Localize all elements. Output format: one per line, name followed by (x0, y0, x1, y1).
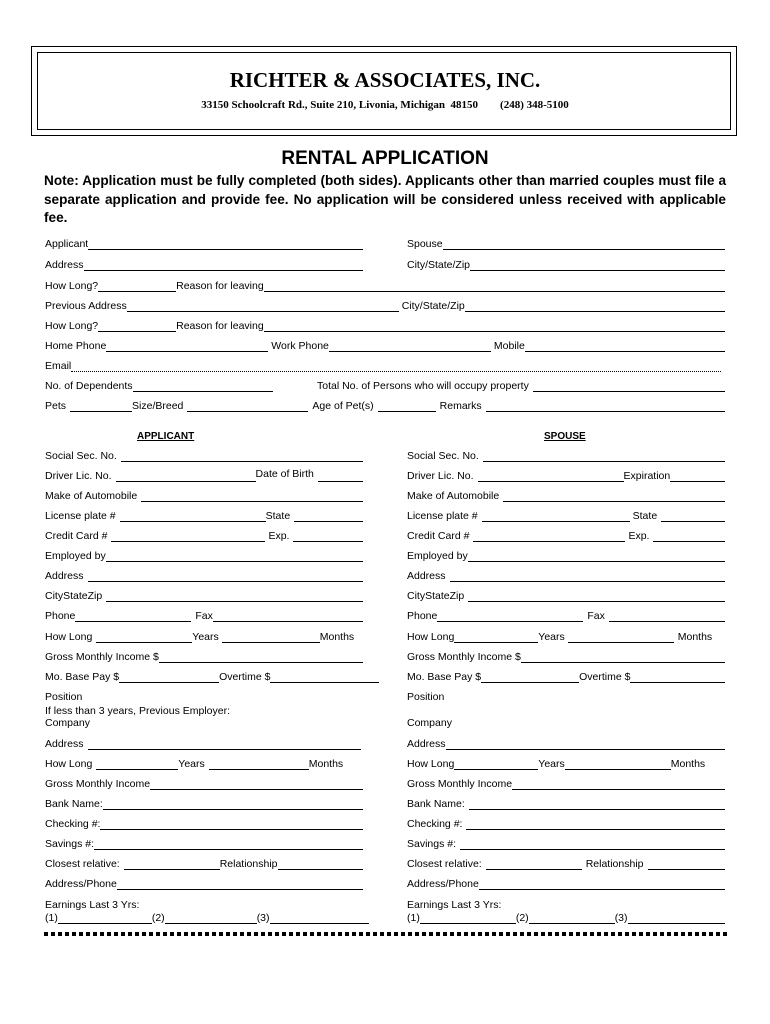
spouse-row (407, 238, 725, 250)
address-field[interactable] (84, 260, 363, 271)
how-long-label: How Long? (45, 280, 99, 292)
app-prev-employer-label: If less than 3 years, Previous Employer: (45, 705, 230, 717)
app-base-pay-field[interactable] (119, 672, 219, 683)
sp-e3-label: (3) (614, 912, 628, 924)
sp-checking-field[interactable] (466, 819, 725, 830)
app-credit-card-row (45, 530, 363, 542)
sp-fax-field[interactable] (609, 611, 725, 622)
app-make-auto-field[interactable] (141, 491, 363, 502)
company-address: 33150 Schoolcraft Rd., Suite 210, Livonia, Michigan 48150 (248) 348-5100 (201, 99, 569, 111)
app-company-label: Company (45, 717, 90, 729)
sp-overtime-label: Overtime $ (579, 671, 631, 683)
spouse-field[interactable] (443, 239, 725, 250)
app-how-long-row (45, 631, 365, 643)
sp-company-label: Company (407, 717, 452, 729)
sp-address-field[interactable] (450, 571, 725, 582)
sp-employed-by-field[interactable] (468, 551, 725, 562)
previous-city-state-zip-label: City/State/Zip (401, 300, 465, 312)
mobile-field[interactable] (525, 341, 725, 352)
sp-gross-income-field[interactable] (521, 652, 725, 663)
app-how-long2-row (45, 758, 365, 770)
app-relationship-label: Relationship (219, 858, 278, 870)
sp-relative-field[interactable] (486, 859, 582, 870)
app-base-pay-label: Mo. Base Pay $ (45, 671, 120, 683)
app-dob-field[interactable] (318, 471, 363, 482)
sp-expiration-field[interactable] (670, 471, 725, 482)
app-city-row (45, 590, 363, 602)
app-ssn-label: Social Sec. No. (45, 450, 117, 462)
sp-gross-income2-row (407, 778, 725, 790)
app-years-field[interactable] (222, 632, 320, 643)
phone-row (45, 340, 725, 352)
how-long-2-label: How Long? (45, 320, 99, 332)
sp-months2-label: Months (670, 758, 706, 770)
app-months2-label: Months (308, 758, 344, 770)
app-address-field[interactable] (88, 571, 363, 582)
app-base-pay-row (45, 671, 379, 683)
sp-how-long-row (407, 631, 725, 643)
app-gross-income-row (45, 651, 363, 663)
total-persons-row (317, 380, 725, 392)
sp-make-auto-field[interactable] (503, 491, 725, 502)
app-e2-label: (2) (151, 912, 165, 924)
sp-bank-label: Bank Name: (407, 798, 465, 810)
form-note: Note: Application must be fully completed (both sides). Applicants other than married couples must file a separate application and provide fee. No application will be considered unless received with applicable fee. (44, 173, 726, 225)
app-fax-label: Fax (195, 610, 213, 622)
sp-ssn-row (407, 450, 725, 462)
sp-gross-income2-label: Gross Monthly Income (407, 778, 513, 790)
app-address-label: Address (45, 570, 84, 582)
sp-make-auto-label: Make of Automobile (407, 490, 500, 502)
dependents-field[interactable] (133, 381, 273, 392)
app-earnings-row (45, 912, 369, 924)
sp-exp-label: Exp. (628, 530, 650, 542)
how-long-field[interactable] (98, 281, 176, 292)
mobile-label: Mobile (493, 340, 525, 352)
app-employed-by-label: Employed by (45, 550, 106, 562)
app-state-field[interactable] (294, 511, 363, 522)
sp-relative-row (407, 858, 725, 870)
app-bank-field[interactable] (103, 799, 363, 810)
how-long-2-field[interactable] (98, 321, 176, 332)
sp-make-auto-row (407, 490, 725, 502)
sp-driver-lic-row (407, 470, 725, 482)
city-state-zip-row (407, 259, 725, 271)
app-relative-row (45, 858, 363, 870)
app-years2-label: Years (178, 758, 205, 770)
app-gross-income-label: Gross Monthly Income $ (45, 651, 159, 663)
app-savings-label: Savings #: (45, 838, 95, 850)
sp-ssn-field[interactable] (483, 451, 725, 462)
address-row (45, 259, 363, 271)
sp-base-pay-label: Mo. Base Pay $ (407, 671, 482, 683)
sp-e2-label: (2) (515, 912, 529, 924)
sp-address2-label: Address (407, 738, 446, 750)
app-gross-income2-label: Gross Monthly Income (45, 778, 151, 790)
sp-company-row (407, 717, 725, 729)
reason-for-leaving-field[interactable] (264, 281, 725, 292)
total-persons-label: Total No. of Persons who will occupy property (317, 380, 529, 392)
app-credit-card-field[interactable] (111, 531, 265, 542)
app-credit-card-label: Credit Card # (45, 530, 108, 542)
sp-gross-income-row (407, 651, 725, 663)
app-relative-label: Closest relative: (45, 858, 120, 870)
email-row (45, 360, 721, 372)
app-phone-row (45, 610, 363, 622)
sp-bank-field[interactable] (469, 799, 725, 810)
sp-city-row (407, 590, 725, 602)
sp-years2-field[interactable] (565, 759, 671, 770)
sp-how-long-label: How Long (407, 631, 455, 643)
how-long-row (45, 280, 725, 292)
app-bank-row (45, 798, 363, 810)
app-license-plate-row (45, 510, 363, 522)
dependents-row (45, 380, 273, 392)
app-overtime-label: Overtime $ (219, 671, 271, 683)
app-position-label: Position (45, 691, 83, 703)
app-state-label: State (265, 510, 291, 522)
app-gross-income-field[interactable] (159, 652, 363, 663)
app-e2-field[interactable] (165, 913, 257, 924)
app-employed-by-row (45, 550, 363, 562)
sp-ssn-label: Social Sec. No. (407, 450, 479, 462)
sp-exp-field[interactable] (653, 531, 725, 542)
sp-city-field[interactable] (468, 591, 725, 602)
remarks-field[interactable] (486, 401, 725, 412)
reason-for-leaving-2-label: Reason for leaving (176, 320, 264, 332)
app-license-plate-field[interactable] (120, 511, 266, 522)
pets-label: Pets (45, 400, 67, 412)
sp-address-row (407, 570, 725, 582)
app-e3-field[interactable] (270, 913, 369, 924)
total-persons-field[interactable] (533, 381, 725, 392)
app-make-auto-row (45, 490, 363, 502)
address-label: Address (45, 259, 84, 271)
app-checking-field[interactable] (100, 819, 363, 830)
sp-employed-by-row (407, 550, 725, 562)
age-of-pets-label: Age of Pet(s) (312, 400, 374, 412)
size-breed-label: Size/Breed (132, 400, 184, 412)
app-overtime-field[interactable] (270, 672, 379, 683)
work-phone-field[interactable] (329, 341, 491, 352)
sp-e3-field[interactable] (628, 913, 725, 924)
sp-months-label: Months (677, 631, 713, 643)
app-address2-label: Address (45, 738, 84, 750)
dependents-label: No. of Dependents (45, 380, 133, 392)
app-e1-field[interactable] (58, 913, 152, 924)
app-address-phone-label: Address/Phone (45, 878, 117, 890)
app-address-row (45, 570, 363, 582)
applicant-row (45, 238, 363, 250)
sp-savings-row (407, 838, 725, 850)
app-phone-field[interactable] (75, 611, 191, 622)
sp-address2-row (407, 738, 725, 750)
work-phone-label: Work Phone (271, 340, 329, 352)
app-how-long2-field[interactable] (96, 759, 178, 770)
sp-earnings-row (407, 912, 725, 924)
app-relative-field[interactable] (124, 859, 220, 870)
size-breed-field[interactable] (187, 401, 308, 412)
company-name: RICHTER & ASSOCIATES, INC. (229, 68, 541, 92)
sp-license-plate-row (407, 510, 725, 522)
previous-address-field[interactable] (127, 301, 399, 312)
app-ssn-field[interactable] (121, 451, 363, 462)
app-gross-income2-row (45, 778, 363, 790)
sp-how-long2-label: How Long (407, 758, 455, 770)
home-phone-label: Home Phone (45, 340, 107, 352)
age-of-pets-field[interactable] (378, 401, 436, 412)
app-city-field[interactable] (106, 591, 363, 602)
sp-address2-field[interactable] (446, 739, 725, 750)
sp-base-pay-field[interactable] (481, 672, 579, 683)
sp-overtime-field[interactable] (630, 672, 725, 683)
sp-driver-lic-field[interactable] (478, 471, 624, 482)
app-make-auto-label: Make of Automobile (45, 490, 138, 502)
app-earnings-label: Earnings Last 3 Yrs: (45, 899, 140, 911)
sp-savings-field[interactable] (460, 839, 725, 850)
app-exp-label: Exp. (268, 530, 290, 542)
app-phone-label: Phone (45, 610, 76, 622)
sp-years-field[interactable] (568, 632, 674, 643)
pets-row (45, 400, 725, 412)
app-address2-row (45, 738, 361, 750)
sp-credit-card-row (407, 530, 725, 542)
sp-earnings-label: Earnings Last 3 Yrs: (407, 899, 502, 911)
city-state-zip-label: City/State/Zip (407, 259, 471, 271)
sp-gross-income-label: Gross Monthly Income $ (407, 651, 521, 663)
app-driver-lic-label: Driver Lic. No. (45, 470, 112, 482)
sp-years2-label: Years (538, 758, 565, 770)
app-how-long2-label: How Long (45, 758, 93, 770)
previous-city-state-zip-field[interactable] (465, 301, 725, 312)
app-years-label: Years (192, 631, 219, 643)
app-months-label: Months (319, 631, 355, 643)
app-address-phone-row (45, 878, 363, 890)
app-years2-field[interactable] (209, 759, 309, 770)
how-long-2-row (45, 320, 725, 332)
app-dob-label: Date of Birth (255, 468, 314, 480)
sp-years-label: Years (538, 631, 565, 643)
applicant-heading: APPLICANT (137, 431, 195, 442)
app-checking-label: Checking #: (45, 818, 101, 830)
sp-license-plate-label: License plate # (407, 510, 478, 522)
spouse-label: Spouse (407, 238, 443, 250)
sp-phone-row (407, 610, 725, 622)
sp-relationship-label: Relationship (585, 858, 644, 870)
sp-employed-by-label: Employed by (407, 550, 468, 562)
app-address-phone-field[interactable] (117, 879, 363, 890)
home-phone-field[interactable] (106, 341, 268, 352)
sp-city-label: CityStateZip (407, 590, 465, 602)
app-city-label: CityStateZip (45, 590, 103, 602)
pets-field[interactable] (70, 401, 132, 412)
previous-address-row (45, 300, 725, 312)
sp-credit-card-label: Credit Card # (407, 530, 470, 542)
city-state-zip-field[interactable] (470, 260, 725, 271)
sp-expiration-label: Expiration (623, 470, 671, 482)
app-fax-field[interactable] (213, 611, 363, 622)
sp-phone-label: Phone (407, 610, 438, 622)
sp-fax-label: Fax (587, 610, 605, 622)
sp-state-label: State (632, 510, 658, 522)
sp-address-phone-row (407, 878, 725, 890)
app-employed-by-field[interactable] (106, 551, 363, 562)
app-e1-label: (1) (45, 912, 58, 924)
remarks-label: Remarks (439, 400, 482, 412)
sp-checking-row (407, 818, 725, 830)
app-exp-field[interactable] (293, 531, 363, 542)
sp-gross-income2-field[interactable] (512, 779, 725, 790)
app-how-long-label: How Long (45, 631, 93, 643)
sp-how-long-field[interactable] (454, 632, 538, 643)
app-gross-income2-field[interactable] (150, 779, 363, 790)
app-relationship-field[interactable] (278, 859, 364, 870)
app-savings-field[interactable] (94, 839, 363, 850)
dotted-separator (44, 932, 728, 936)
sp-bank-row (407, 798, 725, 810)
app-e3-label: (3) (256, 912, 270, 924)
sp-position-label: Position (407, 691, 445, 703)
sp-e1-field[interactable] (420, 913, 516, 924)
sp-how-long2-row (407, 758, 725, 770)
sp-license-plate-field[interactable] (482, 511, 630, 522)
app-license-plate-label: License plate # (45, 510, 116, 522)
sp-base-pay-row (407, 671, 725, 683)
sp-phone-field[interactable] (437, 611, 583, 622)
sp-relationship-field[interactable] (648, 859, 726, 870)
sp-checking-label: Checking #: (407, 818, 463, 830)
sp-driver-lic-label: Driver Lic. No. (407, 470, 474, 482)
sp-address-phone-field[interactable] (479, 879, 725, 890)
sp-credit-card-field[interactable] (473, 531, 625, 542)
reason-for-leaving-label: Reason for leaving (176, 280, 264, 292)
app-address2-field[interactable] (88, 739, 361, 750)
sp-address-label: Address (407, 570, 446, 582)
app-how-long-field[interactable] (96, 632, 192, 643)
app-bank-label: Bank Name: (45, 798, 103, 810)
app-company-row (45, 717, 363, 729)
sp-state-field[interactable] (661, 511, 725, 522)
sp-e2-field[interactable] (529, 913, 615, 924)
sp-how-long2-field[interactable] (454, 759, 538, 770)
app-driver-lic-field[interactable] (116, 471, 256, 482)
sp-relative-label: Closest relative: (407, 858, 482, 870)
app-savings-row (45, 838, 363, 850)
email-field[interactable] (71, 361, 721, 372)
spouse-heading: SPOUSE (544, 431, 586, 442)
form-title: RENTAL APPLICATION (281, 148, 489, 169)
app-driver-lic-row (45, 470, 363, 482)
reason-for-leaving-2-field[interactable] (264, 321, 725, 332)
sp-e1-label: (1) (407, 912, 420, 924)
app-checking-row (45, 818, 363, 830)
applicant-field[interactable] (88, 239, 363, 250)
previous-address-label: Previous Address (45, 300, 127, 312)
sp-savings-label: Savings #: (407, 838, 457, 850)
sp-address-phone-label: Address/Phone (407, 878, 479, 890)
applicant-label: Applicant (45, 238, 89, 250)
app-ssn-row (45, 450, 363, 462)
email-label: Email (45, 360, 72, 372)
